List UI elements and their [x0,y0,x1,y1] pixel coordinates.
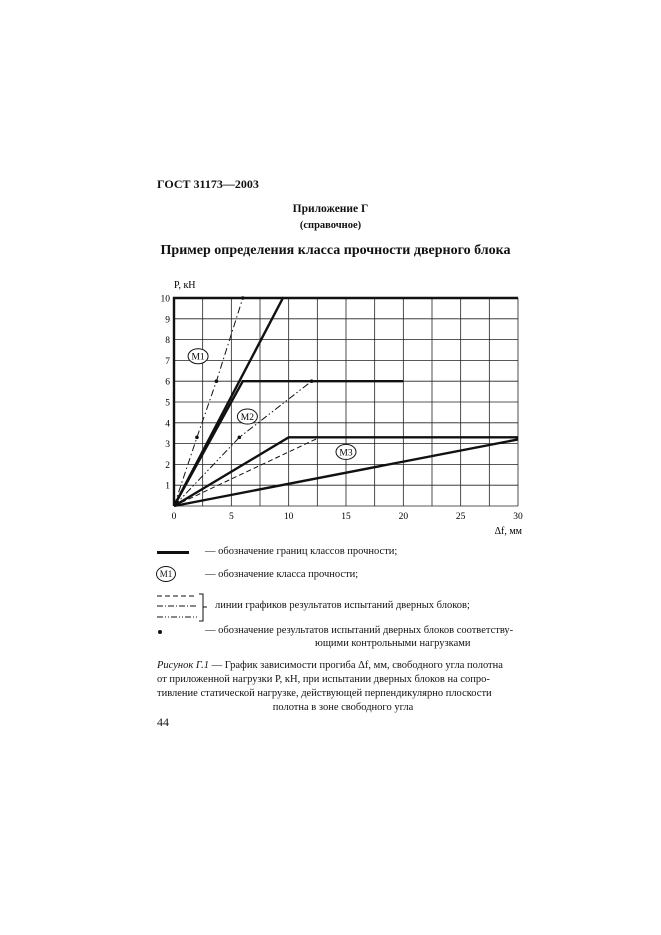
legend-boundary-symbol [157,551,189,554]
test-result-marker [238,436,242,440]
x-tick-label: 15 [341,512,351,522]
figure-caption: Рисунок Г.1 — График зависимости прогиба Δf, мм, свободного угла полотна от приложенной нагрузки P, кН, при испытании дверных блоков на сопро- тивление статической нагрузке, действующей перпендикулярно плоскости полотна в зоне свободного угла [157,660,503,713]
page-title: Пример определения класса прочности дверного блока [160,243,511,258]
y-tick-label: 4 [165,419,170,430]
test-result-marker [195,436,199,440]
legend-lines-symbol [155,592,210,626]
y-tick-label: 5 [165,398,170,409]
test-result-marker [310,379,314,383]
legend-point-symbol [158,630,162,634]
appendix-type: (справочное) [299,220,362,231]
class-label: M2 [240,413,254,424]
legend-points-text: — обозначение результатов испытаний дверных блоков соответству- ющими контрольными нагрузками [205,625,514,649]
test-series-line [174,437,320,506]
y-tick-label: 8 [165,336,170,347]
legend-boundary-text: — обозначение границ классов прочности; [205,546,398,557]
y-tick-label: 2 [165,460,170,471]
y-tick-label: 7 [165,356,170,367]
y-tick-label: 6 [165,377,170,388]
y-tick-label: 9 [165,315,170,326]
y-axis-label: P, кН [174,280,196,291]
y-tick-label: 1 [165,481,170,492]
x-tick-label: 0 [171,512,177,522]
appendix-heading: Приложение Г [292,203,369,215]
x-tick-label: 20 [398,512,409,522]
x-tick-label: 10 [283,512,294,522]
page-number: 44 [157,715,169,729]
x-tick-label: 25 [455,512,466,522]
document-code: ГОСТ 31173—2003 [157,177,259,191]
strength-class-chart [150,272,540,547]
class-label: M1 [191,352,205,363]
y-tick-label: 3 [165,440,170,451]
legend-class-symbol: M1 [156,566,176,582]
x-axis-label: Δf, мм [494,526,522,537]
class-label: M3 [339,448,353,459]
test-result-marker [215,379,219,383]
caption-prefix: Рисунок Г.1 [157,660,209,671]
x-tick-label: 5 [228,512,234,522]
y-tick-label: 10 [160,294,170,305]
test-result-marker [241,296,245,300]
legend-lines-text: линии графиков результатов испытаний дверных блоков; [215,600,470,611]
legend-class-text: — обозначение класса прочности; [205,569,359,580]
x-tick-label: 30 [513,512,523,522]
